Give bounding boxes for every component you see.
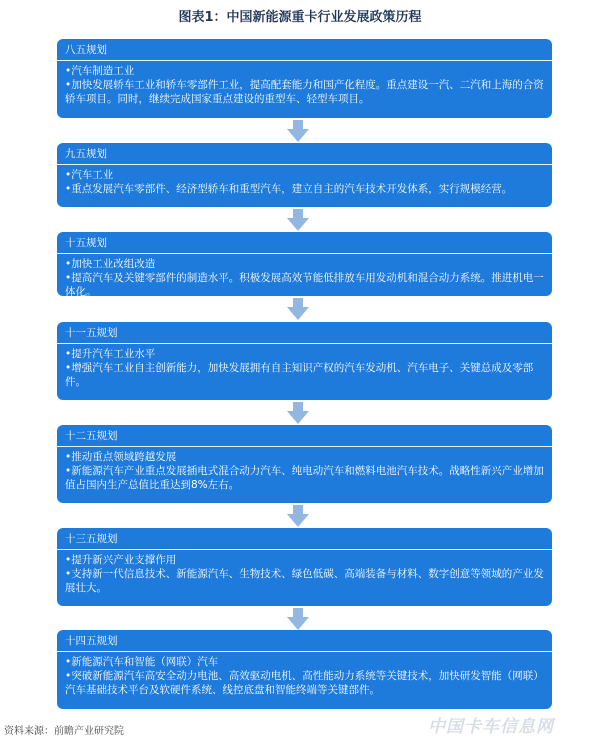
stage-item: •重点发展汽车零部件、经济型轿车和重型汽车，建立自主的汽车技术开发体系，实行规模经营。 xyxy=(65,183,513,195)
stage-item: •推动重点领域跨越发展 xyxy=(65,451,177,463)
watermark-brand: 中国卡车信息网 xyxy=(428,717,554,737)
chart-title: 图表1：中国新能源重卡行业发展政策历程 xyxy=(178,10,422,25)
stage-item: •汽车工业 xyxy=(65,169,114,181)
stage-box-9th xyxy=(57,143,552,207)
stage-item: •突破新能源汽车高安全动力电池、高效驱动电机、高性能动力系统等关键技术，加快研发智能（网联）汽车基础技术平台及软硬件系统、线控底盘和智能终端等关键部件。 xyxy=(65,670,544,696)
stage-name: 十二五规划 xyxy=(57,429,552,447)
stage-item: •汽车制造工业 xyxy=(65,65,135,77)
down-arrow-icon xyxy=(287,505,309,527)
down-arrow-icon xyxy=(287,608,309,630)
stage-box-13th xyxy=(57,528,552,606)
stage-item: •加快工业改组改造 xyxy=(65,258,156,270)
stage-item: •提升汽车工业水平 xyxy=(65,348,156,360)
stage-box-10th xyxy=(57,232,552,296)
stage-name: 十三五规划 xyxy=(57,532,552,550)
stage-box-14th xyxy=(57,630,552,709)
down-arrow-icon xyxy=(287,120,309,142)
source-note: 资料来源：前瞻产业研究院 xyxy=(4,726,124,737)
stage-name: 十五规划 xyxy=(57,236,552,254)
stage-box-11th xyxy=(57,322,552,400)
stage-item: •新能源汽车产业重点发展插电式混合动力汽车、纯电动汽车和燃料电池汽车技术。战略性新兴产业增加值占国内生产总值比重达到8%左右。 xyxy=(65,465,544,491)
stage-name: 十一五规划 xyxy=(57,326,552,344)
stage-item: •新能源汽车和智能（网联）汽车 xyxy=(65,656,219,668)
stage-name: 十四五规划 xyxy=(57,634,552,652)
down-arrow-icon xyxy=(287,402,309,424)
stage-item: •加快发展轿车工业和轿车零部件工业，提高配套能力和国产化程度。重点建设一汽、二汽和上海的合资轿车项目。同时，继续完成国家重点建设的重型车、轻型车项目。 xyxy=(65,79,544,105)
down-arrow-icon xyxy=(287,209,309,231)
stage-name: 八五规划 xyxy=(57,43,552,61)
stage-item: •提高汽车及关键零部件的制造水平。积极发展高效节能低排放车用发动机和混合动力系统。推进机电一体化。 xyxy=(65,272,544,298)
stage-item: •增强汽车工业自主创新能力，加快发展拥有自主知识产权的汽车发动机、汽车电子、关键总成及零部件。 xyxy=(65,362,534,388)
stage-item: •支持新一代信息技术、新能源汽车、生物技术、绿色低碳、高端装备与材料、数字创意等领域的产业发展壮大。 xyxy=(65,568,544,594)
stage-item: •提升新兴产业支撑作用 xyxy=(65,554,177,566)
stage-box-12th xyxy=(57,425,552,503)
stage-name: 九五规划 xyxy=(57,147,552,165)
down-arrow-icon xyxy=(287,298,309,320)
stage-box-8th xyxy=(57,39,552,118)
